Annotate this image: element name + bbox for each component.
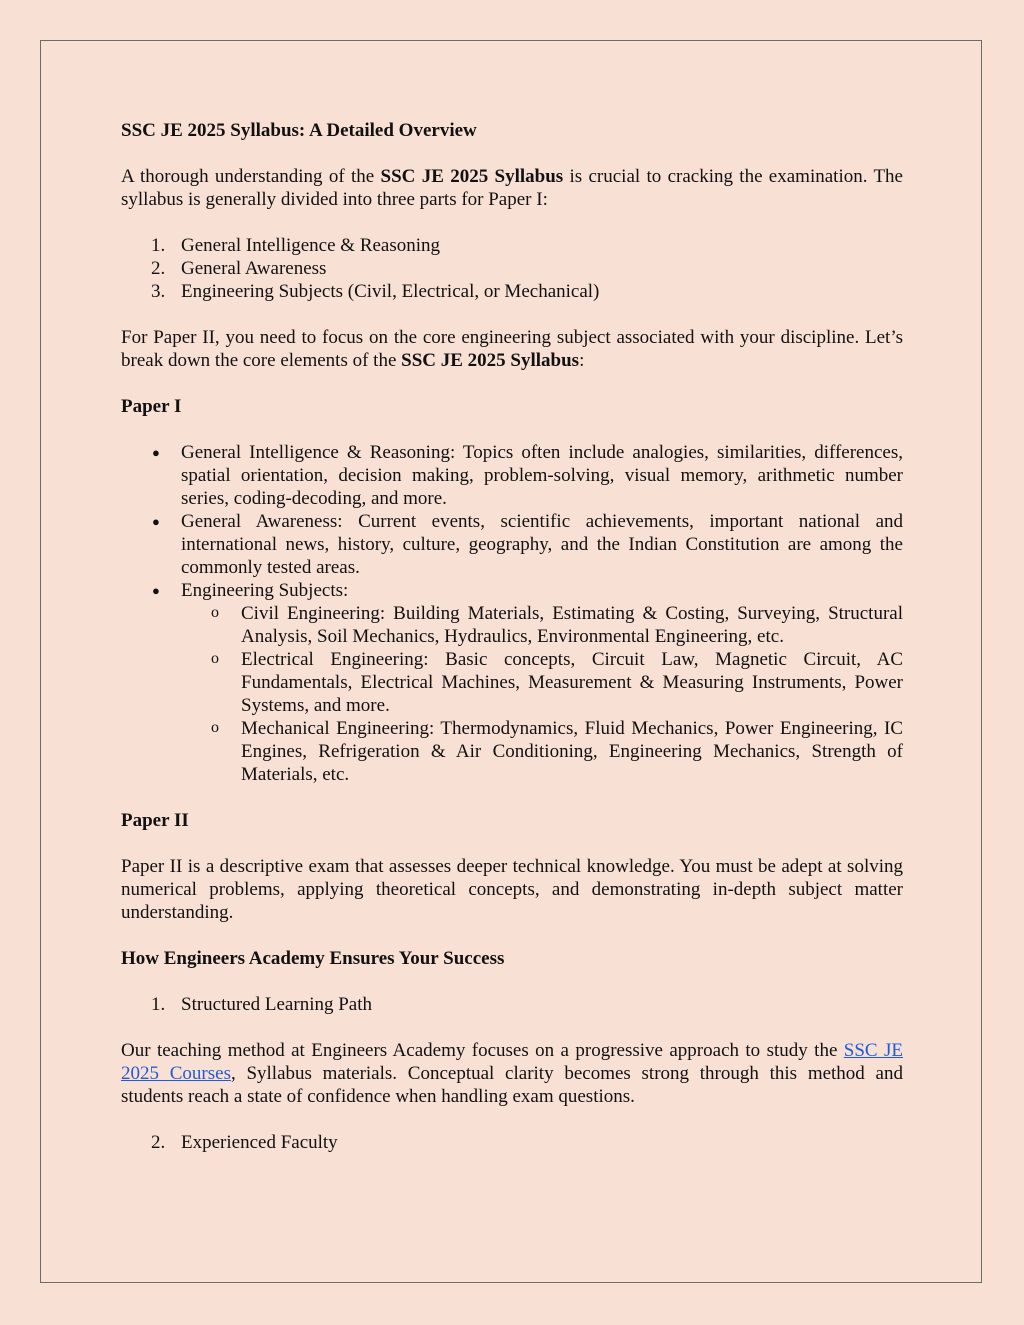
success-text-start: Our teaching method at Engineers Academy focuses on a progressive approach to study the — [121, 1040, 844, 1061]
circle-bullet-icon: o — [211, 650, 219, 667]
list-item — [121, 510, 903, 579]
list-item — [121, 579, 903, 786]
paper2-intro-text-end: : — [579, 350, 585, 371]
intro-bold: SSC JE 2025 Syllabus — [380, 166, 564, 187]
list-number: 2. — [151, 258, 166, 279]
document-title: SSC JE 2025 Syllabus: A Detailed Overview — [121, 120, 477, 141]
list-item-text: General Awareness: Current events, scientific achievements, important national and international news, history, culture, geography, and the Indian Constitution are among the commonly tested areas. — [181, 511, 903, 578]
list-item-text: Structured Learning Path — [181, 994, 373, 1015]
bullet-icon: ● — [152, 583, 160, 598]
paper2-paragraph: Paper II is a descriptive exam that assesses deeper technical knowledge. You must be adept at solving numerical problems, applying theoretical concepts, and demonstrating in-depth subject matter understanding. — [121, 856, 903, 923]
circle-bullet-icon: o — [211, 719, 219, 736]
list-item-text: Engineering Subjects: — [181, 580, 349, 601]
list-number: 1. — [151, 235, 166, 256]
paper1-heading: Paper I — [121, 396, 182, 417]
sub-list-item — [181, 602, 903, 648]
sub-list-item — [181, 648, 903, 717]
list-item-text: General Awareness — [181, 258, 327, 279]
sub-list-item-text: Mechanical Engineering: Thermodynamics, Fluid Mechanics, Power Engineering, IC Engines, Refrigeration & Air Conditioning, Engineering Mechanics, Strength of Materials, etc. — [241, 718, 903, 785]
engineering-subjects-list — [181, 602, 903, 786]
list-item-text: General Intelligence & Reasoning: Topics often include analogies, similarities, differences, spatial orientation, decision making, problem-solving, visual memory, arithmetic number series, coding-decoding, and more. — [181, 442, 903, 509]
paper2-intro-paragraph — [121, 326, 903, 372]
list-item — [121, 1131, 903, 1154]
paper2-heading: Paper II — [121, 810, 189, 831]
list-item-text: General Intelligence & Reasoning — [181, 235, 441, 256]
ssc-je-courses-link[interactable]: SSC JE 2025 Courses — [121, 1040, 903, 1084]
sub-list-item-text: Civil Engineering: Building Materials, Estimating & Costing, Surveying, Structural Analysis, Soil Mechanics, Hydraulics, Environmental Engineering, etc. — [241, 603, 903, 647]
list-number: 2. — [151, 1132, 166, 1153]
list-item — [121, 993, 903, 1016]
paper1-topics-list — [121, 441, 903, 786]
paper1-parts-list — [121, 234, 903, 303]
document-body — [121, 119, 903, 1177]
list-number: 1. — [151, 994, 166, 1015]
sub-list-item — [181, 717, 903, 786]
success-heading: How Engineers Academy Ensures Your Success — [121, 948, 505, 969]
success-text-end: , Syllabus materials. Conceptual clarity becomes strong through this method and students reach a state of confidence when handling exam questions. — [121, 1063, 903, 1107]
list-item — [121, 280, 903, 303]
list-item — [121, 234, 903, 257]
bullet-icon: ● — [152, 514, 160, 529]
success-paragraph — [121, 1039, 903, 1108]
sub-list-item-text: Electrical Engineering: Basic concepts, Circuit Law, Magnetic Circuit, AC Fundamentals, Electrical Machines, Measurement & Measuring Instruments, Power Systems, and more. — [241, 649, 903, 716]
paper2-intro-bold: SSC JE 2025 Syllabus — [401, 350, 580, 371]
list-item-text: Experienced Faculty — [181, 1132, 338, 1153]
intro-text-end: is crucial to cracking the examination. The syllabus is generally divided into three parts for Paper I: — [121, 166, 903, 210]
list-item — [121, 441, 903, 510]
circle-bullet-icon: o — [211, 604, 219, 621]
intro-paragraph — [121, 165, 903, 211]
success-list-1 — [121, 993, 903, 1016]
success-list-2 — [121, 1131, 903, 1154]
bullet-icon: ● — [152, 445, 160, 460]
list-number: 3. — [151, 281, 166, 302]
paper2-intro-text-start: For Paper II, you need to focus on the core engineering subject associated with your discipline. Let’s break down the core elements of the — [121, 327, 903, 371]
list-item-text: Engineering Subjects (Civil, Electrical, or Mechanical) — [181, 281, 600, 302]
intro-text-start: A thorough understanding of the — [121, 166, 381, 187]
list-item — [121, 257, 903, 280]
